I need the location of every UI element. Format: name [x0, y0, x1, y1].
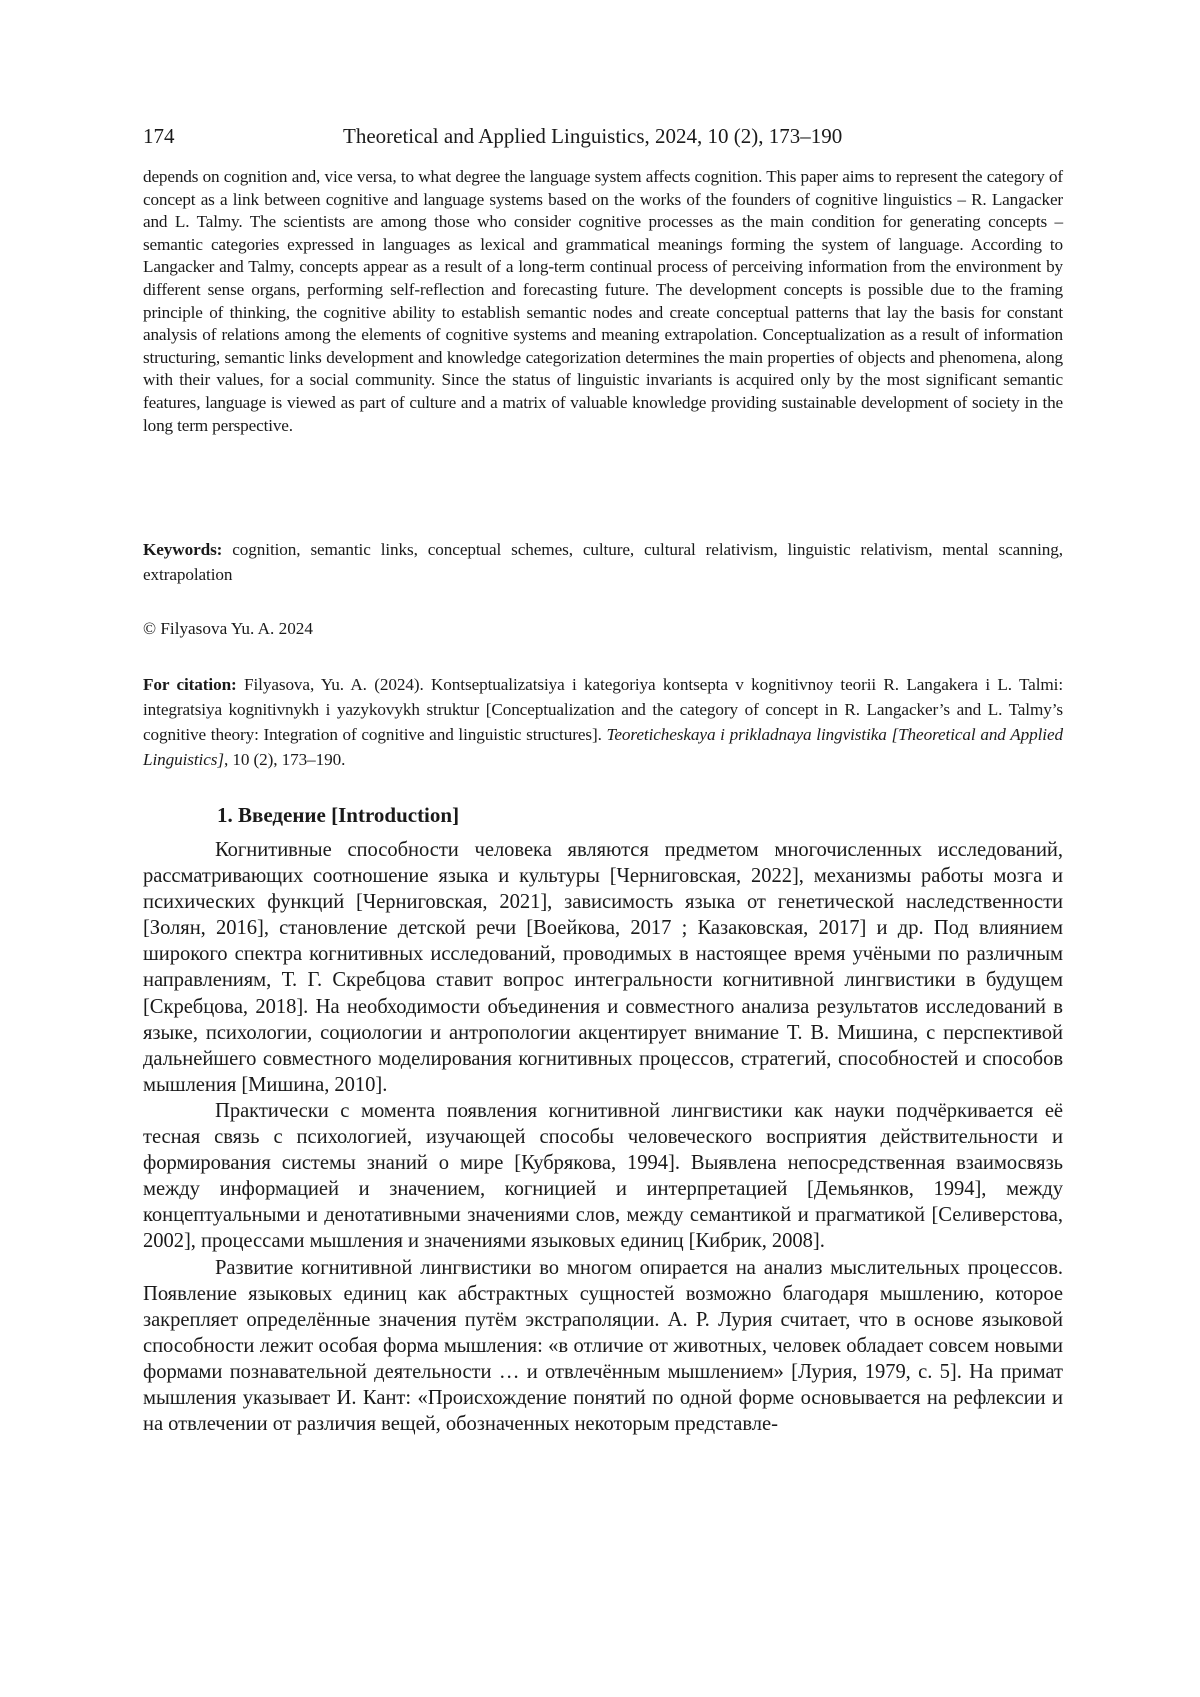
keywords-label: Keywords: — [143, 540, 223, 559]
abstract-text: depends on cognition and, vice versa, to what degree the language system affects cognition. This paper aims to represent the category of concept as a link between cognitive and language systems based on the works of the founders of cognitive linguistics – R. Langacker and L. Talmy. The scientists are among those who consider cognitive processes as the main condition for generating concepts – semantic categories expressed in languages as lexical and grammatical meanings forming the system of language. According to Langacker and Talmy, concepts appear as a result of a long-term continual process of perceiving information from the environment by different sense organs, performing self-reflection and forecasting future. The development concepts is possible due to the framing principle of thinking, the cognitive ability to establish semantic nodes and create conceptual patterns that lay the basis for constant analysis of relations among the elements of cognitive systems and meaning extrapolation. Conceptualization as a result of information structuring, semantic links development and knowledge categorization determines the main properties of objects and phenomena, along with their values, for a social community. Since the status of linguistic invariants is acquired only by the most significant semantic features, language is viewed as part of culture and a matrix of valuable knowledge providing sustainable development of society in the long term perspective. — [143, 167, 1063, 435]
paragraph: Развитие когнитивной лингвистики во многом опирается на анализ мыслительных процессов. Появление языковых единиц как абстрактных сущностей возможно благодаря мышлению, которое закрепляет определённые значения путём экстраполяции. А. Р. Лурия считает, что в основе языковой способности лежит особая форма мышления: «в отличие от животных, человек обладает совсем новыми формами познавательной деятельности … и отвлечённым мышлением» [Лурия, 1979, с. 5]. На примат мышления указывает И. Кант: «Происхождение понятий по одной форме основывается на рефлексии и на отвлечении от различия вещей, обозначенных некоторым представле- — [143, 1256, 1063, 1436]
section-body — [143, 837, 1063, 1437]
citation-tail: , 10 (2), 173–190. — [223, 750, 346, 769]
journal-title: Theoretical and Applied Linguistics, 2024, 10 (2), 173–190 — [343, 124, 843, 148]
citation — [143, 672, 1063, 772]
keywords-list: cognition, semantic links, conceptual schemes, culture, cultural relativism, linguistic relativism, mental scanning, extrapolation — [143, 540, 1063, 584]
keywords — [143, 537, 1063, 587]
citation-journal: Teoreticheskaya i prikladnaya lingvistika [Theoretical and Applied Linguistics] — [143, 725, 1063, 769]
citation-label: For citation: — [143, 675, 237, 694]
citation-text: Filyasova, Yu. A. (2024). Kontseptualizatsiya i kategoriya kontsepta v kognitivnoy teorii R. Langakera i L. Talmi: integratsiya kognitivnykh i yazykovykh struktur [Conceptualization and the category of concept in R. Langacker’s and L. Talmy’s cognitive theory: Integration of cognitive and linguistic structures]. — [143, 675, 1064, 744]
page-number: 174 — [143, 124, 175, 148]
paragraph: Когнитивные способности человека являются предметом многочисленных исследований, рассматривающих соотношение языка и культуры [Черниговская, 2022], механизмы работы мозга и психических функций [Черниговская, 2021], зависимость языка от генетической наследственности [Золян, 2016], становление детской речи [Воейкова, 2017 ; Казаковская, 2017] и др. Под влиянием широкого спектра когнитивных исследований, проводимых в настоящее время учёными по различным направлениям, Т. Г. Скребцова ставит вопрос интегральности когнитивной лингвистики в будущем [Скребцова, 2018]. На необходимости объединения и совместного анализа результатов исследований в языке, психологии, социологии и антропологии акцентирует внимание Т. В. Мишина, с перспективой дальнейшего совместного моделирования когнитивных процессов, стратегий, способностей и способов мышления [Мишина, 2010]. — [143, 839, 1063, 1096]
copyright: © Filyasova Yu. A. 2024 — [143, 619, 313, 638]
running-header — [143, 124, 1063, 150]
section-heading: 1. Введение [Introduction] — [217, 803, 460, 827]
paragraph: Практически с момента появления когнитивной лингвистики как науки подчёркивается её тесная связь с психологией, изучающей способы человеческого восприятия действительности и формирования системы знаний о мире [Кубрякова, 1994]. Выявлена непосредственная взаимосвязь между информацией и значением, когницией и интерпретацией [Демьянков, 1994], между концептуальными и денотативными значениями слов, между семантикой и прагматикой [Селиверстова, 2002], процессами мышления и значениями языковых единиц [Кибрик, 2008]. — [143, 1099, 1063, 1253]
